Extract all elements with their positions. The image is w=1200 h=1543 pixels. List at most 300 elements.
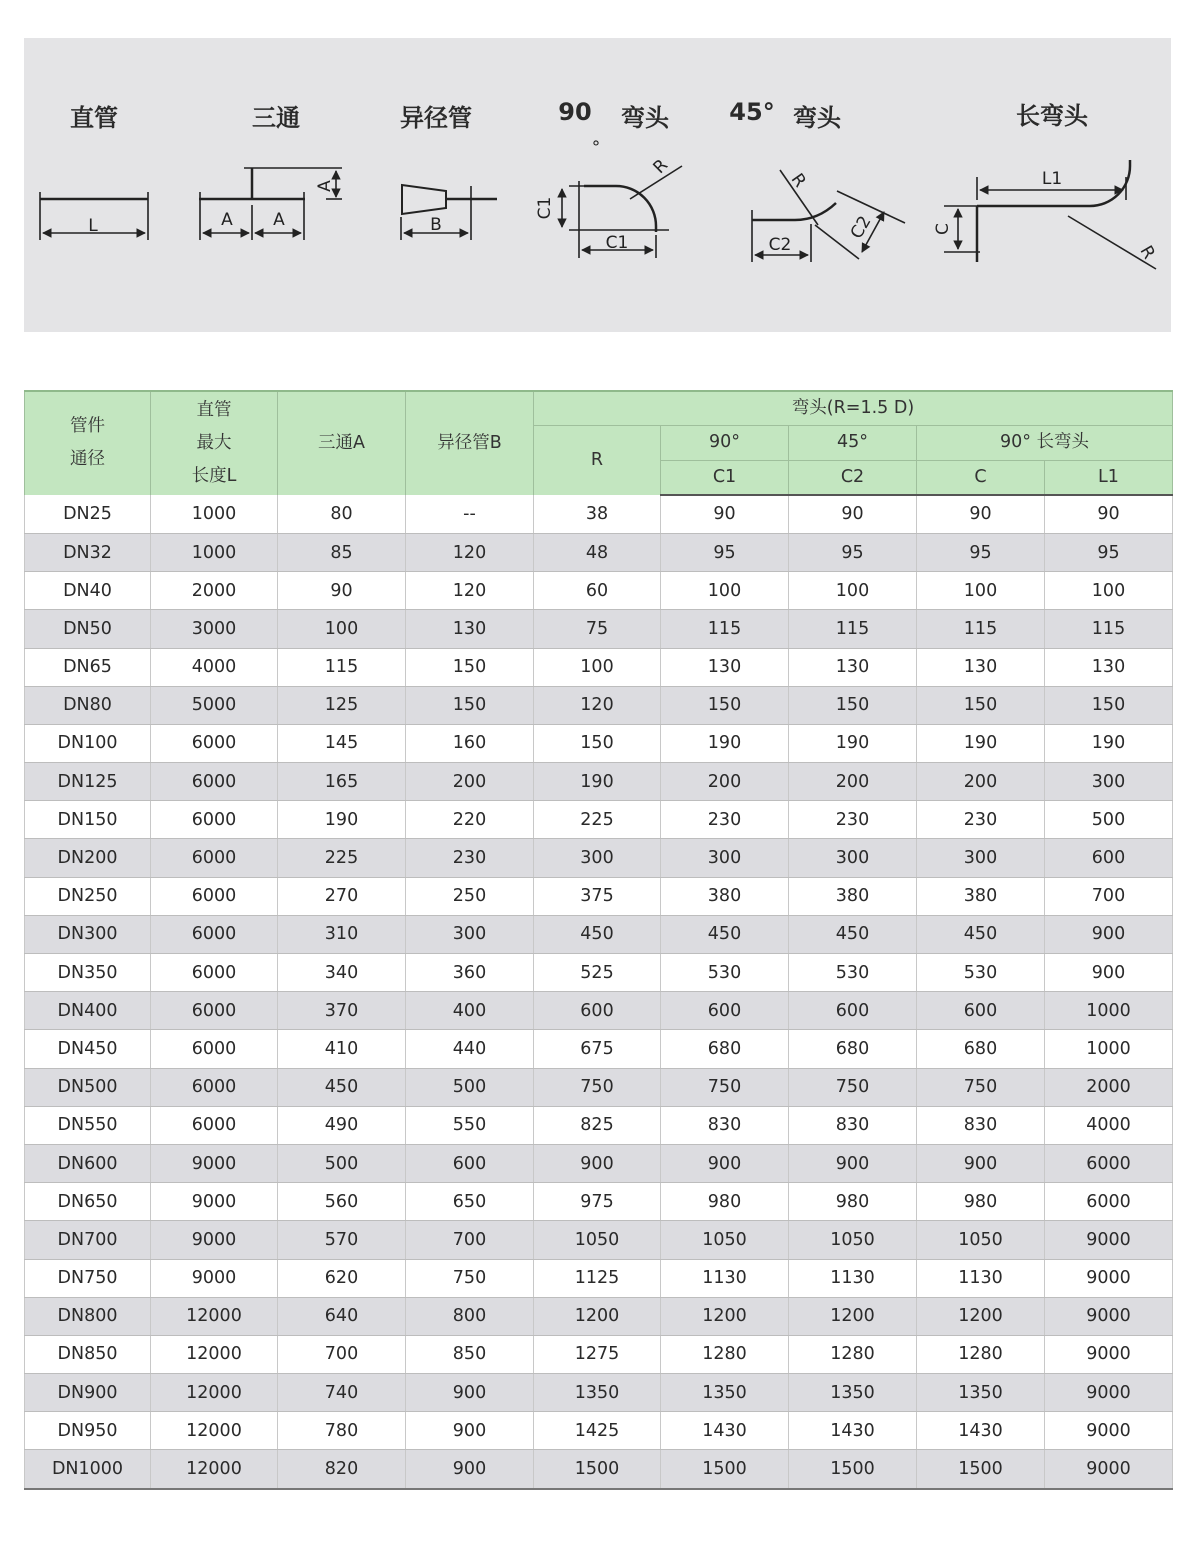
- cell-r: 1275: [534, 1335, 661, 1373]
- cell-reducer-b: 360: [406, 954, 534, 992]
- cell-c2: 300: [789, 839, 917, 877]
- cell-tee-a: 780: [278, 1412, 406, 1450]
- cell-tee-a: 620: [278, 1259, 406, 1297]
- cell-straight-length: 2000: [151, 572, 278, 610]
- table-row: [25, 877, 1173, 915]
- cell-reducer-b: 700: [406, 1221, 534, 1259]
- cell-straight-length: 12000: [151, 1374, 278, 1412]
- cell-nominal-size: DN400: [25, 992, 151, 1030]
- cell-tee-a: 310: [278, 915, 406, 953]
- cell-r: 450: [534, 915, 661, 953]
- cell-c: 1350: [917, 1374, 1045, 1412]
- cell-straight-length: 6000: [151, 877, 278, 915]
- table-row: [25, 801, 1173, 839]
- cell-l1: 9000: [1045, 1297, 1173, 1335]
- header-straight-line2: 最大: [196, 432, 232, 453]
- cell-c2: 200: [789, 763, 917, 801]
- title-reducer: 异径管: [400, 104, 472, 132]
- cell-nominal-size: DN650: [25, 1183, 151, 1221]
- table-row: [25, 915, 1173, 953]
- cell-l1: 300: [1045, 763, 1173, 801]
- label-elbow90-c1-vertical: C1: [535, 196, 555, 220]
- cell-nominal-size: DN450: [25, 1030, 151, 1068]
- cell-tee-a: 225: [278, 839, 406, 877]
- table-body: [25, 495, 1173, 1489]
- table-row: [25, 763, 1173, 801]
- cell-l1: 900: [1045, 915, 1173, 953]
- header-c1: C1: [661, 460, 789, 495]
- cell-r: 300: [534, 839, 661, 877]
- cell-c: 1500: [917, 1450, 1045, 1489]
- table-row: [25, 1297, 1173, 1335]
- title-90-elbow: 弯头: [621, 104, 669, 132]
- header-90-degree: 90°: [661, 426, 789, 460]
- cell-c2: 100: [789, 572, 917, 610]
- header-reducer-b: 异径管B: [406, 391, 534, 495]
- table-row: [25, 1335, 1173, 1373]
- cell-r: 1350: [534, 1374, 661, 1412]
- table-row: [25, 610, 1173, 648]
- cell-l1: 190: [1045, 724, 1173, 762]
- cell-tee-a: 500: [278, 1144, 406, 1182]
- cell-reducer-b: 300: [406, 915, 534, 953]
- cell-reducer-b: 900: [406, 1412, 534, 1450]
- cell-tee-a: 90: [278, 572, 406, 610]
- cell-l1: 2000: [1045, 1068, 1173, 1106]
- cell-straight-length: 12000: [151, 1297, 278, 1335]
- cell-r: 900: [534, 1144, 661, 1182]
- dimension-table: [24, 390, 1173, 1490]
- cell-c: 1280: [917, 1335, 1045, 1373]
- cell-tee-a: 490: [278, 1106, 406, 1144]
- title-tee: 三通: [252, 104, 300, 132]
- cell-c: 300: [917, 839, 1045, 877]
- cell-nominal-size: DN750: [25, 1259, 151, 1297]
- table-row: [25, 495, 1173, 534]
- cell-c2: 230: [789, 801, 917, 839]
- cell-reducer-b: 150: [406, 648, 534, 686]
- cell-tee-a: 145: [278, 724, 406, 762]
- cell-straight-length: 6000: [151, 1068, 278, 1106]
- cell-nominal-size: DN300: [25, 915, 151, 953]
- label-straight-l: L: [88, 216, 98, 236]
- label-elbow45-c2-diagonal: C2: [846, 212, 876, 243]
- cell-c2: 1430: [789, 1412, 917, 1450]
- cell-l1: 115: [1045, 610, 1173, 648]
- header-45-degree: 45°: [789, 426, 917, 460]
- cell-c: 750: [917, 1068, 1045, 1106]
- cell-straight-length: 3000: [151, 610, 278, 648]
- cell-c1: 680: [661, 1030, 789, 1068]
- cell-c1: 115: [661, 610, 789, 648]
- cell-l1: 6000: [1045, 1144, 1173, 1182]
- cell-c1: 90: [661, 495, 789, 534]
- cell-c: 900: [917, 1144, 1045, 1182]
- cell-c1: 530: [661, 954, 789, 992]
- cell-c1: 190: [661, 724, 789, 762]
- cell-nominal-size: DN150: [25, 801, 151, 839]
- table-row: [25, 954, 1173, 992]
- header-c2: C2: [789, 460, 917, 495]
- cell-c: 830: [917, 1106, 1045, 1144]
- cell-r: 1500: [534, 1450, 661, 1489]
- header-straight-max-length: [151, 391, 278, 495]
- cell-l1: 9000: [1045, 1412, 1173, 1450]
- cell-l1: 9000: [1045, 1374, 1173, 1412]
- cell-c: 130: [917, 648, 1045, 686]
- cell-straight-length: 6000: [151, 915, 278, 953]
- cell-c2: 1500: [789, 1450, 917, 1489]
- cell-c1: 380: [661, 877, 789, 915]
- cell-nominal-size: DN800: [25, 1297, 151, 1335]
- label-tee-a1: A: [221, 210, 233, 230]
- cell-reducer-b: 600: [406, 1144, 534, 1182]
- cell-c2: 1130: [789, 1259, 917, 1297]
- cell-reducer-b: 500: [406, 1068, 534, 1106]
- cell-r: 525: [534, 954, 661, 992]
- cell-r: 975: [534, 1183, 661, 1221]
- cell-straight-length: 6000: [151, 839, 278, 877]
- cell-r: 150: [534, 724, 661, 762]
- header-straight-line1: 直管: [196, 399, 232, 420]
- header-nominal-size-line1: 管件: [70, 416, 105, 437]
- table-row: [25, 1144, 1173, 1182]
- cell-c: 380: [917, 877, 1045, 915]
- cell-tee-a: 820: [278, 1450, 406, 1489]
- cell-l1: 130: [1045, 648, 1173, 686]
- label-tee-a2: A: [273, 210, 285, 230]
- cell-c: 90: [917, 495, 1045, 534]
- cell-straight-length: 6000: [151, 1106, 278, 1144]
- cell-nominal-size: DN25: [25, 495, 151, 534]
- cell-c1: 1280: [661, 1335, 789, 1373]
- cell-straight-length: 6000: [151, 954, 278, 992]
- cell-r: 600: [534, 992, 661, 1030]
- cell-r: 60: [534, 572, 661, 610]
- cell-c2: 1200: [789, 1297, 917, 1335]
- cell-reducer-b: 800: [406, 1297, 534, 1335]
- cell-nominal-size: DN600: [25, 1144, 151, 1182]
- cell-r: 38: [534, 495, 661, 534]
- cell-l1: 150: [1045, 686, 1173, 724]
- cell-reducer-b: 550: [406, 1106, 534, 1144]
- cell-nominal-size: DN250: [25, 877, 151, 915]
- cell-r: 375: [534, 877, 661, 915]
- cell-c2: 450: [789, 915, 917, 953]
- cell-c: 230: [917, 801, 1045, 839]
- cell-nominal-size: DN80: [25, 686, 151, 724]
- cell-c1: 100: [661, 572, 789, 610]
- cell-c2: 1280: [789, 1335, 917, 1373]
- cell-straight-length: 12000: [151, 1335, 278, 1373]
- cell-l1: 9000: [1045, 1335, 1173, 1373]
- cell-r: 1425: [534, 1412, 661, 1450]
- cell-straight-length: 12000: [151, 1412, 278, 1450]
- cell-tee-a: 190: [278, 801, 406, 839]
- table-row: [25, 992, 1173, 1030]
- cell-reducer-b: --: [406, 495, 534, 534]
- cell-nominal-size: DN950: [25, 1412, 151, 1450]
- title-45-number: 45°: [729, 98, 775, 126]
- cell-l1: 600: [1045, 839, 1173, 877]
- cell-nominal-size: DN50: [25, 610, 151, 648]
- cell-c: 190: [917, 724, 1045, 762]
- cell-l1: 95: [1045, 533, 1173, 571]
- cell-l1: 6000: [1045, 1183, 1173, 1221]
- cell-r: 1050: [534, 1221, 661, 1259]
- cell-tee-a: 80: [278, 495, 406, 534]
- header-straight-line3: 长度L: [191, 466, 237, 486]
- cell-straight-length: 9000: [151, 1144, 278, 1182]
- cell-c2: 1350: [789, 1374, 917, 1412]
- cell-c: 1130: [917, 1259, 1045, 1297]
- cell-c1: 750: [661, 1068, 789, 1106]
- cell-c: 1200: [917, 1297, 1045, 1335]
- cell-l1: 1000: [1045, 1030, 1173, 1068]
- cell-l1: 1000: [1045, 992, 1173, 1030]
- label-long-c: C: [933, 223, 953, 235]
- cell-straight-length: 6000: [151, 992, 278, 1030]
- cell-l1: 9000: [1045, 1221, 1173, 1259]
- cell-nominal-size: DN350: [25, 954, 151, 992]
- cell-straight-length: 9000: [151, 1221, 278, 1259]
- table-row: [25, 1450, 1173, 1489]
- cell-l1: 9000: [1045, 1259, 1173, 1297]
- cell-c2: 1050: [789, 1221, 917, 1259]
- cell-l1: 100: [1045, 572, 1173, 610]
- label-long-l1: L1: [1041, 169, 1063, 189]
- cell-c2: 530: [789, 954, 917, 992]
- cell-c2: 115: [789, 610, 917, 648]
- cell-c1: 300: [661, 839, 789, 877]
- cell-straight-length: 6000: [151, 763, 278, 801]
- cell-nominal-size: DN40: [25, 572, 151, 610]
- title-long-elbow: 长弯头: [1016, 102, 1088, 130]
- header-r: R: [534, 426, 661, 495]
- cell-r: 750: [534, 1068, 661, 1106]
- cell-c2: 900: [789, 1144, 917, 1182]
- cell-reducer-b: 440: [406, 1030, 534, 1068]
- table-row: [25, 1374, 1173, 1412]
- header-elbow-group: 弯头(R=1.5 D): [534, 391, 1173, 426]
- label-elbow90-r: R: [649, 155, 672, 178]
- cell-tee-a: 370: [278, 992, 406, 1030]
- title-45-elbow: 弯头: [793, 104, 841, 132]
- cell-c: 1430: [917, 1412, 1045, 1450]
- cell-nominal-size: DN850: [25, 1335, 151, 1373]
- cell-c2: 190: [789, 724, 917, 762]
- cell-c: 100: [917, 572, 1045, 610]
- header-c: C: [917, 460, 1045, 495]
- cell-nominal-size: DN500: [25, 1068, 151, 1106]
- table-row: [25, 1183, 1173, 1221]
- cell-r: 190: [534, 763, 661, 801]
- cell-reducer-b: 250: [406, 877, 534, 915]
- table-row: [25, 1259, 1173, 1297]
- cell-reducer-b: 400: [406, 992, 534, 1030]
- cell-c1: 600: [661, 992, 789, 1030]
- cell-tee-a: 560: [278, 1183, 406, 1221]
- table-row: [25, 1068, 1173, 1106]
- table-row: [25, 1030, 1173, 1068]
- cell-l1: 700: [1045, 877, 1173, 915]
- cell-reducer-b: 230: [406, 839, 534, 877]
- label-elbow45-c2-horizontal: C2: [768, 235, 792, 255]
- cell-straight-length: 6000: [151, 801, 278, 839]
- table-row: [25, 648, 1173, 686]
- cell-tee-a: 410: [278, 1030, 406, 1068]
- cell-l1: 90: [1045, 495, 1173, 534]
- cell-r: 675: [534, 1030, 661, 1068]
- cell-l1: 500: [1045, 801, 1173, 839]
- cell-c1: 1430: [661, 1412, 789, 1450]
- cell-c1: 1350: [661, 1374, 789, 1412]
- cell-c1: 1200: [661, 1297, 789, 1335]
- cell-straight-length: 9000: [151, 1259, 278, 1297]
- cell-tee-a: 570: [278, 1221, 406, 1259]
- table-row: [25, 686, 1173, 724]
- cell-c2: 90: [789, 495, 917, 534]
- label-elbow45-r: R: [786, 169, 810, 192]
- cell-c2: 680: [789, 1030, 917, 1068]
- label-tee-a3: A: [315, 180, 335, 192]
- table-row: [25, 1106, 1173, 1144]
- cell-c1: 95: [661, 533, 789, 571]
- cell-nominal-size: DN1000: [25, 1450, 151, 1489]
- cell-r: 120: [534, 686, 661, 724]
- cell-straight-length: 6000: [151, 724, 278, 762]
- cell-reducer-b: 150: [406, 686, 534, 724]
- degree-mark: °: [591, 138, 601, 158]
- cell-r: 225: [534, 801, 661, 839]
- header-nominal-size-line2: 通径: [70, 449, 105, 470]
- cell-c: 530: [917, 954, 1045, 992]
- header-nominal-size: [25, 391, 151, 495]
- cell-r: 48: [534, 533, 661, 571]
- cell-tee-a: 100: [278, 610, 406, 648]
- cell-c2: 600: [789, 992, 917, 1030]
- cell-r: 1125: [534, 1259, 661, 1297]
- cell-c2: 150: [789, 686, 917, 724]
- cell-c: 1050: [917, 1221, 1045, 1259]
- cell-c1: 450: [661, 915, 789, 953]
- cell-c1: 130: [661, 648, 789, 686]
- cell-c1: 150: [661, 686, 789, 724]
- cell-c2: 130: [789, 648, 917, 686]
- table-row: [25, 839, 1173, 877]
- cell-c: 95: [917, 533, 1045, 571]
- cell-c: 150: [917, 686, 1045, 724]
- cell-reducer-b: 650: [406, 1183, 534, 1221]
- cell-reducer-b: 160: [406, 724, 534, 762]
- title-straight-pipe: 直管: [70, 104, 118, 132]
- cell-nominal-size: DN100: [25, 724, 151, 762]
- cell-nominal-size: DN65: [25, 648, 151, 686]
- cell-tee-a: 640: [278, 1297, 406, 1335]
- fittings-drawings: [0, 0, 1200, 340]
- header-l1: L1: [1045, 460, 1173, 495]
- cell-nominal-size: DN700: [25, 1221, 151, 1259]
- cell-tee-a: 700: [278, 1335, 406, 1373]
- table-row: [25, 572, 1173, 610]
- cell-tee-a: 165: [278, 763, 406, 801]
- cell-reducer-b: 130: [406, 610, 534, 648]
- cell-r: 825: [534, 1106, 661, 1144]
- cell-reducer-b: 200: [406, 763, 534, 801]
- cell-tee-a: 125: [278, 686, 406, 724]
- cell-straight-length: 9000: [151, 1183, 278, 1221]
- cell-c1: 1500: [661, 1450, 789, 1489]
- cell-r: 75: [534, 610, 661, 648]
- label-elbow90-c1-horizontal: C1: [605, 233, 629, 253]
- cell-nominal-size: DN125: [25, 763, 151, 801]
- cell-reducer-b: 120: [406, 572, 534, 610]
- table-row: [25, 724, 1173, 762]
- cell-c1: 200: [661, 763, 789, 801]
- cell-c2: 380: [789, 877, 917, 915]
- cell-reducer-b: 220: [406, 801, 534, 839]
- cell-c: 980: [917, 1183, 1045, 1221]
- cell-straight-length: 1000: [151, 495, 278, 534]
- cell-c1: 900: [661, 1144, 789, 1182]
- cell-c: 200: [917, 763, 1045, 801]
- title-90-number: 90: [558, 98, 592, 126]
- cell-c: 600: [917, 992, 1045, 1030]
- cell-reducer-b: 750: [406, 1259, 534, 1297]
- table-row: [25, 1412, 1173, 1450]
- cell-straight-length: 5000: [151, 686, 278, 724]
- cell-l1: 900: [1045, 954, 1173, 992]
- cell-c: 680: [917, 1030, 1045, 1068]
- cell-l1: 9000: [1045, 1450, 1173, 1489]
- cell-tee-a: 270: [278, 877, 406, 915]
- reducer-drawing: [401, 185, 497, 240]
- table-row: [25, 1221, 1173, 1259]
- cell-c2: 830: [789, 1106, 917, 1144]
- cell-r: 1200: [534, 1297, 661, 1335]
- cell-c1: 230: [661, 801, 789, 839]
- cell-c1: 1050: [661, 1221, 789, 1259]
- cell-r: 100: [534, 648, 661, 686]
- cell-reducer-b: 900: [406, 1450, 534, 1489]
- cell-nominal-size: DN550: [25, 1106, 151, 1144]
- cell-c: 450: [917, 915, 1045, 953]
- cell-c1: 980: [661, 1183, 789, 1221]
- cell-tee-a: 450: [278, 1068, 406, 1106]
- label-long-r: R: [1135, 242, 1159, 263]
- cell-tee-a: 115: [278, 648, 406, 686]
- cell-reducer-b: 900: [406, 1374, 534, 1412]
- label-reducer-b: B: [430, 215, 442, 235]
- table-row: [25, 533, 1173, 571]
- cell-reducer-b: 850: [406, 1335, 534, 1373]
- cell-c2: 95: [789, 533, 917, 571]
- cell-reducer-b: 120: [406, 533, 534, 571]
- cell-straight-length: 4000: [151, 648, 278, 686]
- header-90-long-elbow: 90° 长弯头: [917, 426, 1173, 460]
- cell-straight-length: 12000: [151, 1450, 278, 1489]
- cell-c1: 1130: [661, 1259, 789, 1297]
- cell-tee-a: 740: [278, 1374, 406, 1412]
- cell-c2: 980: [789, 1183, 917, 1221]
- cell-straight-length: 1000: [151, 533, 278, 571]
- cell-nominal-size: DN900: [25, 1374, 151, 1412]
- cell-c2: 750: [789, 1068, 917, 1106]
- cell-c: 115: [917, 610, 1045, 648]
- cell-tee-a: 340: [278, 954, 406, 992]
- cell-c1: 830: [661, 1106, 789, 1144]
- cell-nominal-size: DN200: [25, 839, 151, 877]
